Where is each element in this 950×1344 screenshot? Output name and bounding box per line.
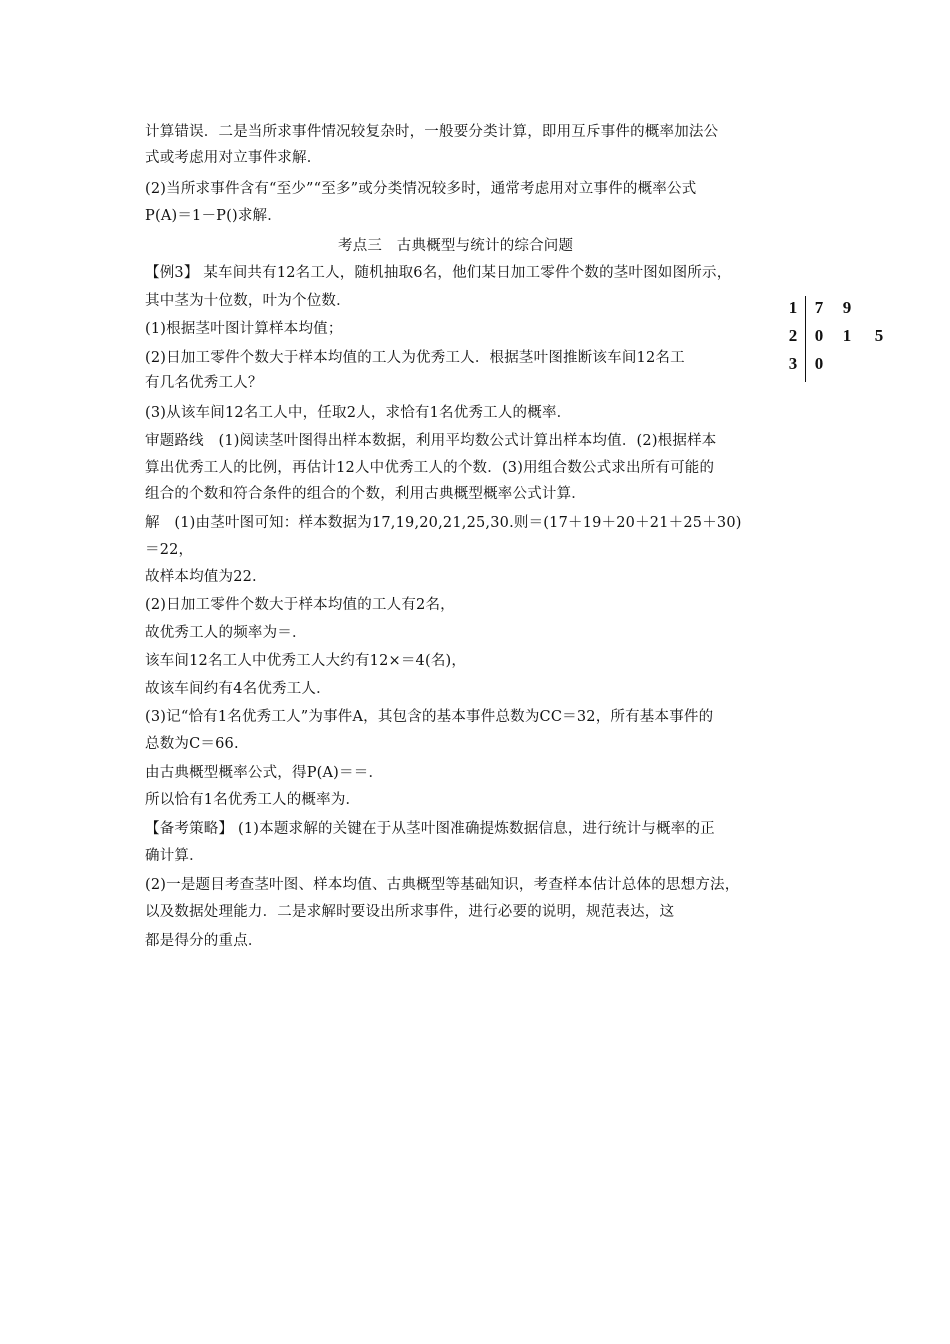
stem-value: 1 xyxy=(788,298,798,317)
text-line: 计算错误．二是当所求事件情况较复杂时，一般要分类计算，即用互斥事件的概率加法公 xyxy=(145,124,719,140)
text-line: 以及数据处理能力．二是求解时要设出所求事件，进行必要的说明，规范表达，这 xyxy=(145,904,675,920)
leaf-value: 5 xyxy=(874,326,884,345)
text-line: ＝22， xyxy=(145,542,194,558)
solution-line: 解 (1)由茎叶图可知：样本数据为17,19,20,21,25,30.则＝(17＋19＋20＋21＋25＋30) xyxy=(145,515,742,531)
leaf-value: 9 xyxy=(842,298,852,317)
text-line: 总数为C＝66. xyxy=(145,736,239,752)
text-line: 故该车间约有4名优秀工人． xyxy=(145,681,331,697)
leaf-value: 7 xyxy=(814,298,824,317)
stem-leaf-row xyxy=(784,298,896,324)
stem-value: 3 xyxy=(788,354,798,373)
section-heading: 考点三 古典概型与统计的综合问题 xyxy=(338,238,574,254)
example-title-line: 【例3】 某车间共有12名工人，随机抽取6名，他们某日加工零件个数的茎叶图如图所示， xyxy=(145,265,732,281)
leaf-value: 0 xyxy=(814,326,824,345)
text-line: 故优秀工人的频率为＝． xyxy=(145,625,307,641)
text-line: 故样本均值为22. xyxy=(145,569,257,585)
stem-leaf-row xyxy=(784,354,896,380)
text-line: (3)记“恰有1名优秀工人”为事件A，其包含的基本事件总数为CC＝32，所有基本事件的 xyxy=(145,709,714,725)
leaf-value: 1 xyxy=(842,326,852,345)
text-line: 其中茎为十位数，叶为个位数． xyxy=(145,293,351,309)
text-line: (2)一是题目考查茎叶图、样本均值、古典概型等基础知识，考查样本估计总体的思想方法， xyxy=(145,877,740,893)
text-line: 确计算． xyxy=(145,848,204,864)
text-line: 有几名优秀工人？ xyxy=(145,375,263,391)
text-line: (2)当所求事件含有“至少”“至多”或分类情况较多时，通常考虑用对立事件的概率公式 xyxy=(145,181,697,197)
text-line: 由古典概型概率公式，得P(A)＝＝． xyxy=(145,765,384,781)
leaf-value: 0 xyxy=(814,354,824,373)
text-line: 都是得分的重点． xyxy=(145,933,263,949)
analysis-line: 审题路线 (1)阅读茎叶图得出样本数据，利用平均数公式计算出样本均值．(2)根据样本 xyxy=(145,433,717,449)
text-line: 所以恰有1名优秀工人的概率为． xyxy=(145,792,361,808)
text-line: 该车间12名工人中优秀工人大约有12×＝4(名)， xyxy=(145,653,467,669)
question-1: (1)根据茎叶图计算样本均值； xyxy=(145,321,343,337)
question-3: (3)从该车间12名工人中，任取2人，求恰有1名优秀工人的概率． xyxy=(145,405,572,421)
text-line: 组合的个数和符合条件的组合的个数，利用古典概型概率公式计算． xyxy=(145,486,586,502)
text-line: (2)日加工零件个数大于样本均值的工人有2名， xyxy=(145,597,455,613)
stem-leaf-row xyxy=(784,326,896,352)
strategy-line: 【备考策略】 (1)本题求解的关键在于从茎叶图准确提炼数据信息，进行统计与概率的正 xyxy=(145,821,715,837)
text-line: 式或考虑用对立事件求解． xyxy=(145,150,322,166)
text-line: 算出优秀工人的比例，再估计12人中优秀工人的个数．(3)用组合数公式求出所有可能的 xyxy=(145,460,715,476)
stem-leaf-plot xyxy=(784,298,896,382)
text-line: P(A)＝1－P()求解． xyxy=(145,208,282,224)
question-2: (2)日加工零件个数大于样本均值的工人为优秀工人．根据茎叶图推断该车间12名工 xyxy=(145,350,685,366)
stem-value: 2 xyxy=(788,326,798,345)
